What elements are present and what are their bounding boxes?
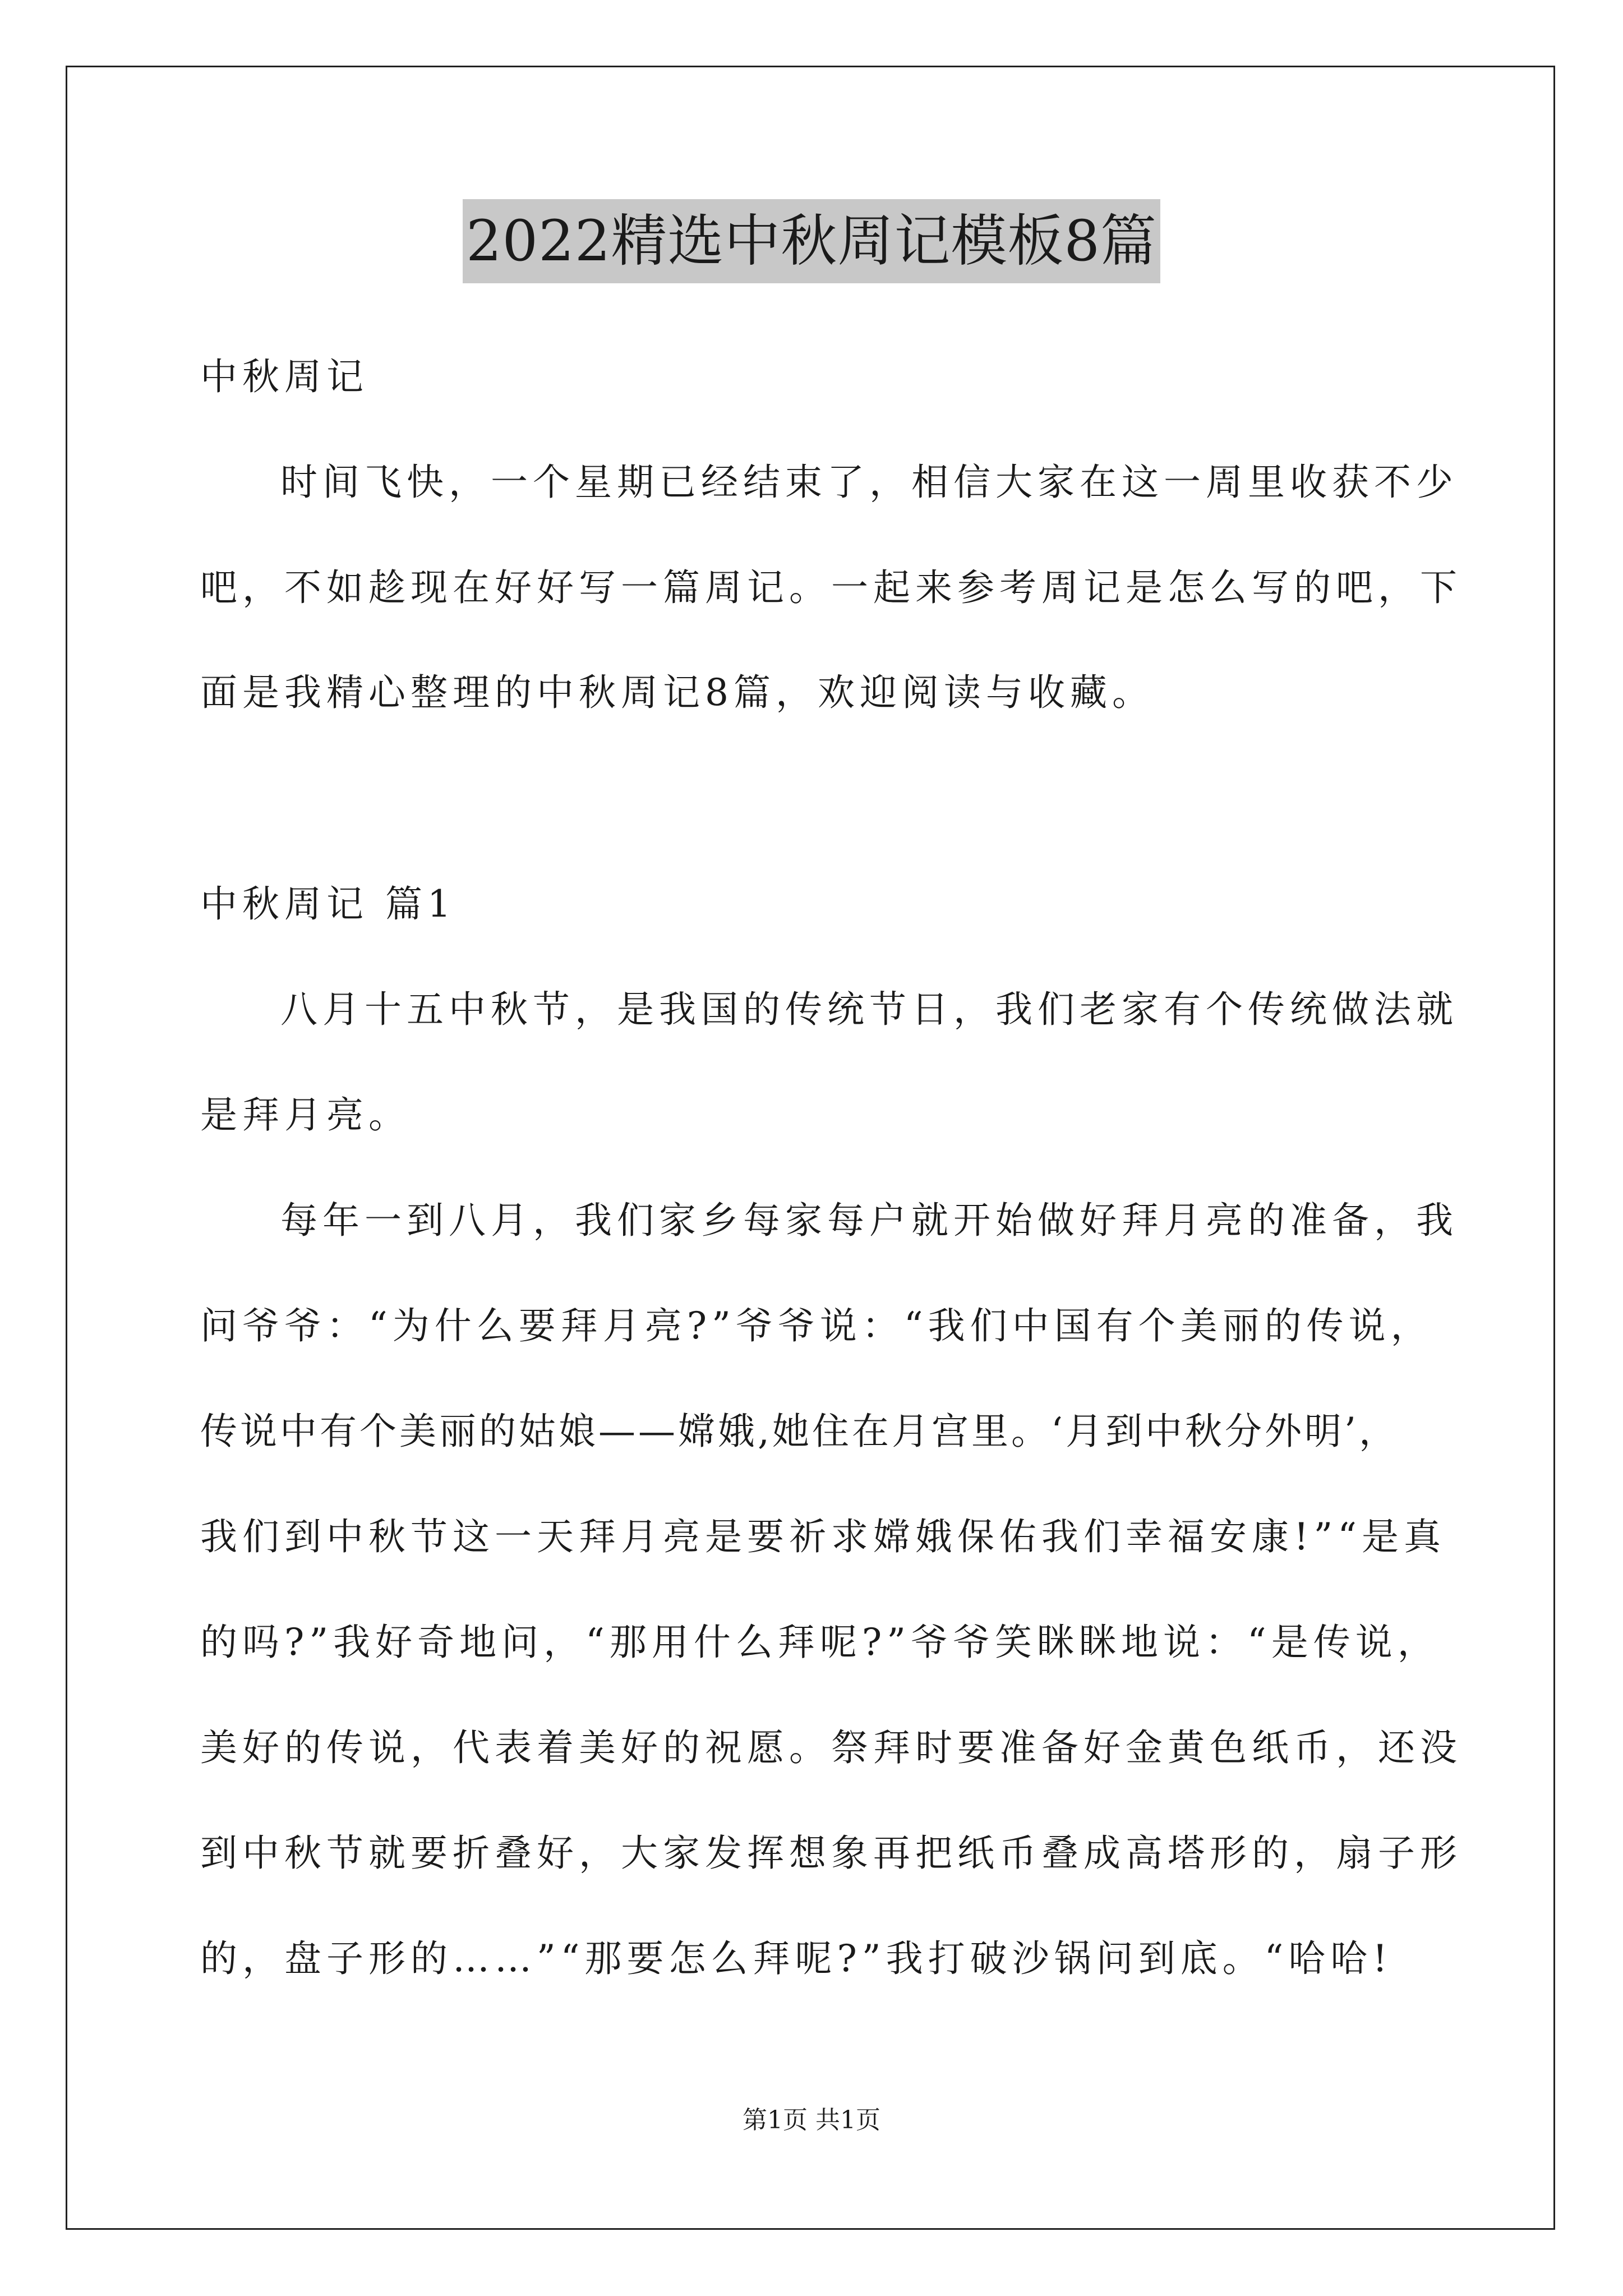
para2-line: 的，盘子形的……”“那要怎么拜呢?”我打破沙锅问到底。“哈哈! [200,1937,1393,1980]
document-title: 2022精选中秋周记模板8篇 [463,199,1160,283]
intro-line: 时间飞快，一个星期已经结束了，相信大家在这一周里收获不少 [280,461,1458,504]
title-container [0,199,1623,283]
para2-line: 传说中有个美丽的姑娘——嫦娥,她住在月宫里。‘月到中秋分外明’， [200,1410,1399,1453]
para2-line: 美好的传说，代表着美好的祝愿。祭拜时要准备好金黄色纸币，还没 [200,1726,1462,1769]
para2-line: 我们到中秋节这一天拜月亮是要祈求嫦娥保佑我们幸福安康!”“是真 [200,1515,1446,1558]
para1-line: 是拜月亮。 [200,1093,411,1137]
para2-line: 的吗?”我好奇地问，“那用什么拜呢?”爷爷笑眯眯地说：“是传说， [200,1621,1440,1664]
intro-line: 面是我精心整理的中秋周记8篇，欢迎阅读与收藏。 [200,671,1154,714]
section-heading-1: 中秋周记 篇1 [200,882,456,926]
para2-line: 每年一到八月，我们家乡每家每户就开始做好拜月亮的准备，我 [280,1199,1458,1242]
intro-line: 吧，不如趁现在好好写一篇周记。一起来参考周记是怎么写的吧，下 [200,566,1462,609]
para1-line: 八月十五中秋节，是我国的传统节日，我们老家有个传统做法就 [280,988,1458,1031]
para2-line: 到中秋节就要折叠好，大家发挥想象再把纸币叠成高塔形的，扇子形 [200,1832,1462,1875]
section-heading-intro: 中秋周记 [200,355,368,398]
page-footer: 第1页 共1页 [743,2106,880,2134]
para2-line: 问爷爷：“为什么要拜月亮?”爷爷说：“我们中国有个美丽的传说， [200,1304,1433,1347]
